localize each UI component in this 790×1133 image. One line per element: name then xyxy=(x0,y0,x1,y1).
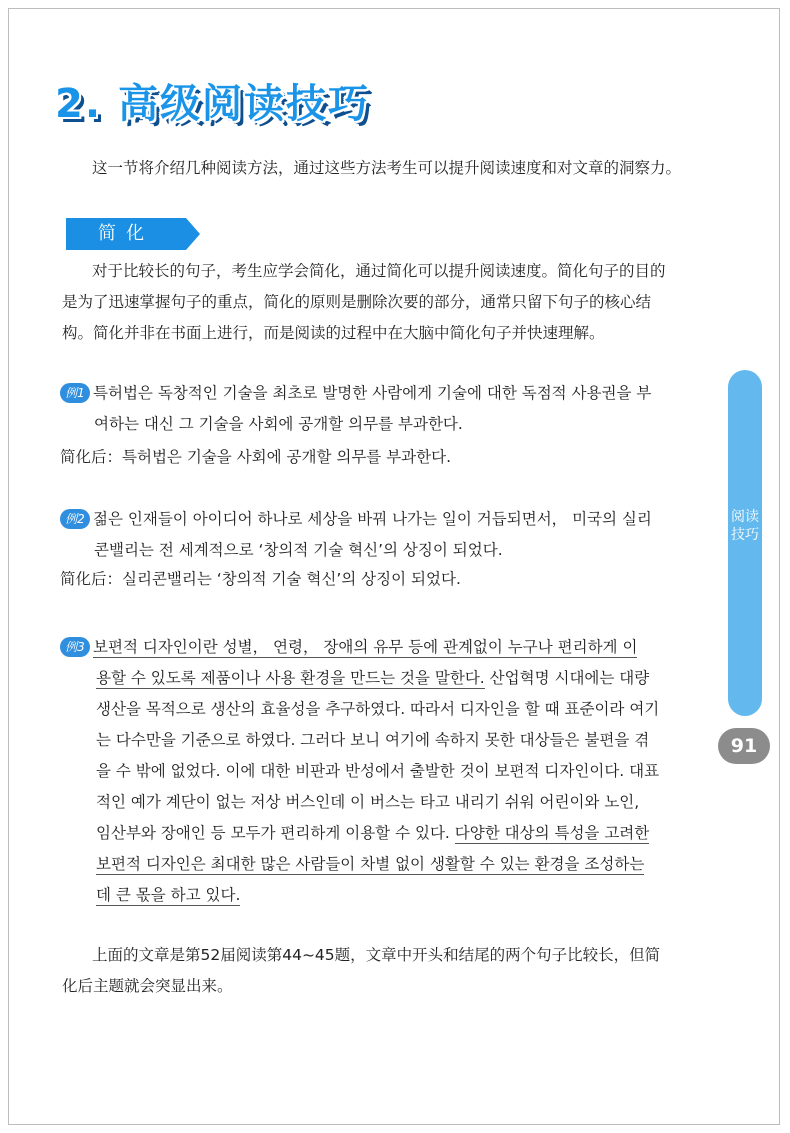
example-text: 적인 예가 계단이 없는 저상 버스인데 이 버스는 타고 내리기 쉬워 어린이와 노인, xyxy=(96,793,640,811)
underlined-sentence: 보편적 디자인이란 성별， 연령， 장애의 유무 등에 관계없이 누구나 편리하게 이 xyxy=(93,638,638,656)
side-label-line: 技巧 xyxy=(731,527,759,543)
outro-line: 上面的文章是第52届阅读第44~45题，文章中开头和结尾的两个句子比较长，但简 xyxy=(92,946,661,964)
outro-line: 化后主题就会突显出来。 xyxy=(62,977,233,995)
example-line: 콘밸리는 전 세계적으로 ‘창의적 기술 혁신’의 상징이 되었다. xyxy=(94,541,503,559)
example-line: 여하는 대신 그 기술을 사회에 공개할 의무를 부과한다. xyxy=(94,415,463,433)
example-badge: 例2 xyxy=(60,509,90,529)
example-2-simplified: 简化后：실리콘밸리는 ‘창의적 기술 혁신’의 상징이 되었다. xyxy=(60,570,461,588)
section-tag-label: 简化 xyxy=(98,223,154,244)
example-text: 산업혁명 시대에는 대량 xyxy=(484,669,650,687)
example-line: 특허법은 독창적인 기술을 최초로 발명한 사람에게 기술에 대한 독점적 사용권을 부 xyxy=(93,384,652,402)
simplify-line: 对于比较长的句子，考生应学会简化，通过简化可以提升阅读速度。简化句子的目的 xyxy=(92,262,666,280)
side-chapter-label xyxy=(728,508,762,544)
underlined-sentence: 용할 수 있도록 제품이나 사용 환경을 만드는 것을 말한다. xyxy=(96,669,485,687)
example-text: 생산을 목적으로 생산의 효율성을 추구하였다. 따라서 디자인을 할 때 표준이라 여기 xyxy=(96,700,660,718)
example-text: 을 수 밖에 없었다. 이에 대한 비판과 반성에서 출발한 것이 보편적 디자인이다. 대표 xyxy=(96,762,660,780)
underlined-sentence: 다양한 대상의 특성을 고려한 xyxy=(454,824,650,842)
example-1-simplified: 简化后：특허법은 기술을 사회에 공개할 의무를 부과한다. xyxy=(60,448,452,466)
side-label-line: 阅读 xyxy=(731,509,759,525)
outro-paragraph xyxy=(62,940,712,1002)
intro-paragraph: 这一节将介绍几种阅读方法，通过这些方法考生可以提升阅读速度和对文章的洞察力。 xyxy=(92,159,682,177)
example-line: 젊은 인재들이 아이디어 하나로 세상을 바꿔 나가는 일이 거듭되면서， 미국의 실리 xyxy=(93,510,652,528)
underlined-sentence: 데 큰 몫을 하고 있다. xyxy=(96,886,241,904)
example-2 xyxy=(60,504,710,566)
section-tag xyxy=(66,218,200,250)
page-number: 91 xyxy=(718,728,770,764)
example-1 xyxy=(60,378,710,440)
simplify-line: 构。简化并非在书面上进行，而是阅读的过程中在大脑中简化句子并快速理解。 xyxy=(62,324,605,342)
simplify-line: 是为了迅速掌握句子的重点，简化的原则是删除次要的部分，通常只留下句子的核心结 xyxy=(62,293,652,311)
example-3 xyxy=(60,632,710,911)
simplify-paragraph xyxy=(62,256,712,349)
underlined-sentence: 보편적 디자인은 최대한 많은 사람들이 차별 없이 생활할 수 있는 환경을 조성하는 xyxy=(96,855,645,873)
section-title: 2. 高级阅读技巧 xyxy=(55,81,370,127)
example-text: 는 다수만을 기준으로 하였다. 그러다 보니 여기에 속하지 못한 대상들은 불편을 겪 xyxy=(96,731,650,749)
example-text: 임산부와 장애인 등 모두가 편리하게 이용할 수 있다. xyxy=(96,824,455,842)
example-badge: 例1 xyxy=(60,383,90,403)
example-badge: 例3 xyxy=(60,637,90,657)
